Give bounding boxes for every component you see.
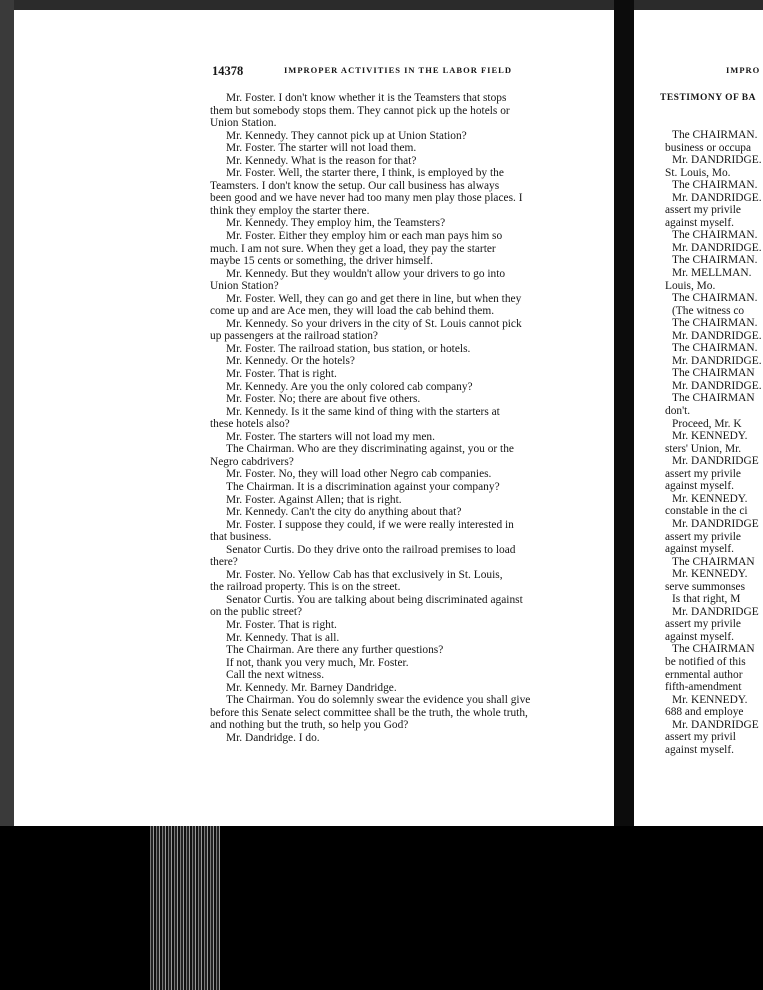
text-line: maybe 15 cents or something, the driver himself.: [210, 255, 434, 268]
text-line: The CHAIRMAN.: [672, 229, 758, 242]
text-line: come up and are Ace men, they will load the cab behind them.: [210, 305, 495, 318]
text-line: Mr. Foster. Well, they can go and get there in line, but when they: [226, 292, 522, 305]
text-line: Mr. DANDRIDGE: [672, 455, 759, 468]
scan-noise-strip: [150, 826, 220, 990]
text-line: The CHAIRMAN.: [672, 317, 758, 330]
text-line: fifth-amendment: [665, 681, 742, 694]
text-line: Teamsters. I don't know the setup. Our call business has always: [210, 179, 500, 192]
text-line: If not, thank you very much, Mr. Foster.: [226, 656, 409, 669]
text-line: Mr. DANDRIDGE.: [672, 354, 762, 367]
text-line: The CHAIRMAN: [672, 367, 755, 380]
text-line: The CHAIRMAN.: [672, 179, 758, 192]
text-line: The CHAIRMAN.: [672, 342, 758, 355]
text-line: Mr. Foster. I don't know whether it is the Teamsters that stops: [226, 92, 507, 104]
text-line: there?: [210, 556, 238, 569]
text-line: against myself.: [665, 480, 734, 493]
page-number: 14378: [212, 64, 244, 78]
text-line: Mr. Dandridge. I do.: [226, 731, 320, 744]
text-line: Union Station?: [210, 280, 279, 293]
text-line: on the public street?: [210, 606, 303, 619]
text-line: been good and we have never had too many men play those places. I: [210, 192, 523, 205]
text-line: 688 and employe: [665, 706, 744, 719]
text-line: Mr. Kennedy. They cannot pick up at Union Station?: [226, 129, 467, 142]
text-line: assert my privil: [665, 731, 736, 744]
text-line: and nothing but the truth, so help you God?: [210, 719, 409, 732]
text-line: Call the next witness.: [226, 669, 325, 682]
text-line: Mr. DANDRIDGE: [672, 718, 759, 731]
text-line: Is that right, M: [672, 593, 741, 606]
right-page-header: IMPRO: [726, 65, 761, 75]
text-line: these hotels also?: [210, 418, 290, 431]
text-line: Mr. Kennedy. That is all.: [226, 631, 340, 644]
text-line: Mr. Foster. No, they will load other Negro cab companies.: [226, 468, 492, 481]
text-line: Mr. Foster. That is right.: [226, 368, 337, 381]
text-line: sters' Union, Mr.: [665, 442, 742, 455]
text-line: Mr. KENNEDY.: [672, 492, 748, 505]
text-line: Mr. DANDRIDGE.: [672, 191, 762, 204]
text-line: (The witness co: [672, 304, 745, 317]
text-line: Mr. Foster. The starter will not load them.: [226, 142, 417, 155]
text-line: business or occupa: [665, 141, 752, 154]
left-page-text-column: [210, 92, 608, 744]
text-line: Mr. KENNEDY.: [672, 568, 748, 581]
text-line: Mr. Foster. The railroad station, bus station, or hotels.: [226, 342, 471, 355]
text-line: assert my privile: [665, 204, 741, 217]
text-line: The Chairman. Who are they discriminating against, you or the: [226, 443, 514, 456]
text-line: The CHAIRMAN.: [672, 129, 758, 141]
text-line: Mr. Kennedy. Is it the same kind of thing with the starters at: [226, 405, 500, 418]
text-line: Mr. Kennedy. They employ him, the Teamsters?: [226, 217, 446, 230]
text-line: The Chairman. Are there any further questions?: [226, 644, 444, 657]
text-line: Negro cabdrivers?: [210, 455, 294, 468]
text-line: ernmental author: [665, 668, 743, 681]
text-line: The Chairman. It is a discrimination against your company?: [226, 480, 500, 493]
text-line: The CHAIRMAN: [672, 643, 755, 656]
text-line: think they employ the starter there.: [210, 204, 370, 217]
text-line: Proceed, Mr. K: [672, 417, 742, 430]
text-line: Mr. DANDRIDGE.: [672, 329, 762, 342]
text-line: against myself.: [665, 216, 734, 229]
text-line: St. Louis, Mo.: [665, 166, 731, 179]
text-line: assert my privile: [665, 618, 741, 631]
text-line: Mr. DANDRIDGE: [672, 517, 759, 530]
text-line: The CHAIRMAN: [672, 392, 755, 405]
right-page-text-column: [665, 129, 763, 756]
text-line: Mr. Foster. Either they employ him or each man pays him so: [226, 230, 503, 243]
text-line: Senator Curtis. You are talking about being discriminated against: [226, 593, 523, 606]
text-line: Union Station.: [210, 117, 277, 130]
text-line: Mr. Foster. No. Yellow Cab has that exclusively in St. Louis,: [226, 568, 503, 581]
text-line: Louis, Mo.: [665, 279, 716, 292]
scan-bottom-band: [0, 826, 763, 990]
text-line: against myself.: [665, 630, 734, 643]
text-line: Mr. Kennedy. Can't the city do anything about that?: [226, 506, 462, 519]
text-line: Mr. Kennedy. But they wouldn't allow your drivers to go into: [226, 267, 506, 280]
text-line: Mr. Kennedy. So your drivers in the city of St. Louis cannot pick: [226, 317, 522, 330]
running-head: IMPROPER ACTIVITIES IN THE LABOR FIELD: [284, 65, 512, 75]
text-line: The CHAIRMAN.: [672, 292, 758, 305]
text-line: Mr. DANDRIDGE.: [672, 154, 762, 167]
text-line: Mr. Kennedy. Or the hotels?: [226, 355, 355, 368]
text-line: Mr. Foster. The starters will not load my men.: [226, 430, 435, 443]
scan-top-edge: [0, 0, 763, 10]
text-line: Mr. MELLMAN.: [672, 267, 752, 280]
text-line: assert my privile: [665, 530, 741, 543]
text-line: the railroad property. This is on the street.: [210, 581, 401, 594]
text-line: Mr. Foster. That is right.: [226, 618, 337, 631]
text-line: Mr. DANDRIDGE: [672, 605, 759, 618]
text-line: that business.: [210, 531, 272, 544]
text-line: Mr. Foster. No; there are about five others.: [226, 393, 421, 406]
text-line: against myself.: [665, 543, 734, 556]
text-line: serve summonses: [665, 580, 746, 593]
text-line: Mr. KENNEDY.: [672, 430, 748, 443]
text-line: The CHAIRMAN: [672, 555, 755, 568]
text-line: Mr. KENNEDY.: [672, 693, 748, 706]
left-page-header: [212, 64, 610, 80]
right-page-subhead: TESTIMONY OF BA: [660, 93, 757, 103]
text-line: don't.: [665, 405, 691, 418]
text-line: assert my privile: [665, 467, 741, 480]
text-line: Senator Curtis. Do they drive onto the railroad premises to load: [226, 543, 516, 556]
text-line: be notified of this: [665, 655, 746, 668]
text-line: The Chairman. You do solemnly swear the evidence you shall give: [226, 694, 531, 707]
text-line: before this Senate select committee shall be the truth, the whole truth,: [210, 706, 528, 719]
text-line: The CHAIRMAN.: [672, 254, 758, 267]
text-line: against myself.: [665, 743, 734, 756]
text-line: Mr. Kennedy. Are you the only colored cab company?: [226, 380, 473, 393]
text-line: Mr. Foster. Against Allen; that is right.: [226, 493, 402, 506]
text-line: Mr. Kennedy. Mr. Barney Dandridge.: [226, 681, 397, 694]
text-line: Mr. DANDRIDGE.: [672, 241, 762, 254]
text-line: much. I am not sure. When they get a load, they pay the starter: [210, 242, 496, 255]
text-line: Mr. Foster. Well, the starter there, I think, is employed by the: [226, 167, 504, 180]
text-line: them but somebody stops them. They cannot pick up the hotels or: [210, 104, 510, 117]
text-line: Mr. Foster. I suppose they could, if we were really interested in: [226, 518, 514, 531]
text-line: up passengers at the railroad station?: [210, 330, 378, 343]
text-line: Mr. DANDRIDGE.: [672, 379, 762, 392]
text-line: constable in the ci: [665, 505, 748, 518]
text-line: Mr. Kennedy. What is the reason for that?: [226, 154, 417, 167]
